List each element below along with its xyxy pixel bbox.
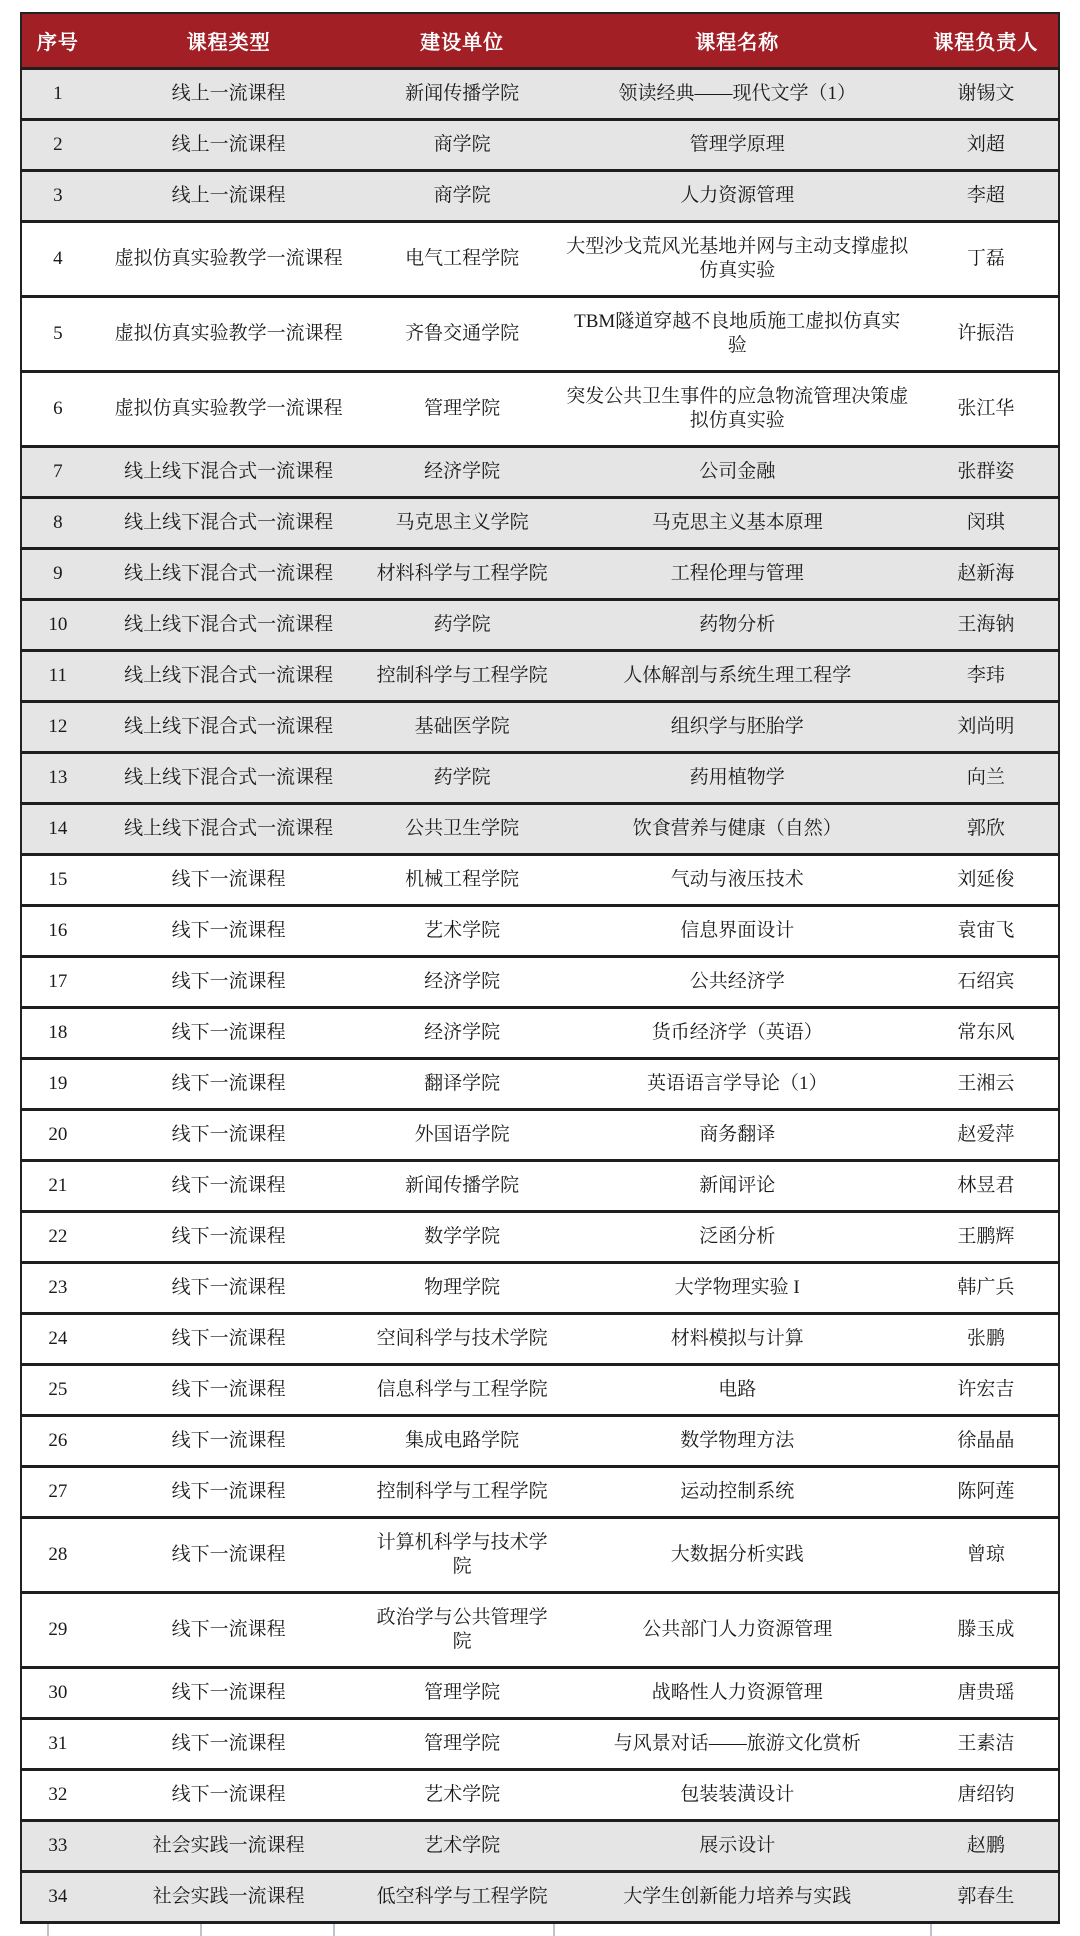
table-row [21,372,1059,447]
partial-row-gridline [200,1924,202,1936]
cell-type: 线上一流课程 [171,83,286,104]
cell-index: 19 [48,1073,68,1094]
cell-name: 饮食营养与健康（自然） [632,818,842,839]
cell-type: 社会实践一流课程 [152,1886,305,1907]
table-row [21,1668,1059,1719]
cell-unit: 管理学院 [424,1733,501,1754]
cell-unit: 空间科学与技术学院 [376,1328,548,1349]
table-row [21,600,1059,651]
cell-type: 线下一流课程 [171,1682,286,1703]
cell-index: 25 [48,1379,68,1400]
cell-type: 线下一流课程 [171,1379,286,1400]
cell-name: 商务翻译 [699,1124,776,1145]
cell-type: 线上线下混合式一流课程 [124,767,334,788]
cell-type: 线下一流课程 [171,869,286,890]
partial-row-gridline [47,1924,49,1936]
cell-name: 人力资源管理 [680,185,795,206]
cell-index: 31 [48,1733,68,1754]
cell-index: 29 [48,1619,68,1640]
cell-type: 线下一流课程 [171,1328,286,1349]
cell-name: 药物分析 [699,614,776,635]
cell-type: 线下一流课程 [171,971,286,992]
table-row [21,120,1059,171]
partial-row-gridline [333,1924,335,1936]
table-row [21,1719,1059,1770]
cell-unit: 商学院 [433,185,491,206]
cell-name: TBM隧道穿越不良地质施工虚拟仿真实验 [574,311,901,356]
table-row [21,702,1059,753]
cell-type: 线下一流课程 [171,1175,286,1196]
cell-leader: 常东风 [957,1022,1015,1043]
cell-index: 23 [48,1277,68,1298]
cell-name: 与风景对话——旅游文化赏析 [613,1733,861,1754]
cell-unit: 电气工程学院 [405,248,520,269]
cell-unit: 艺术学院 [424,1835,501,1856]
cell-unit: 经济学院 [424,971,501,992]
cell-index: 20 [48,1124,68,1145]
cell-index: 8 [53,512,63,533]
cell-index: 13 [48,767,68,788]
cell-index: 7 [53,461,63,482]
cell-index: 33 [48,1835,68,1856]
cell-name: 公共部门人力资源管理 [642,1619,833,1640]
cell-unit: 物理学院 [424,1277,501,1298]
cell-type: 线上线下混合式一流课程 [124,512,334,533]
cell-unit: 公共卫生学院 [405,818,520,839]
cell-index: 3 [53,185,63,206]
cell-index: 4 [53,248,63,269]
next-table-partial-row [0,1924,1080,1936]
cell-name: 马克思主义基本原理 [651,512,823,533]
cell-leader: 王湘云 [957,1073,1015,1094]
cell-unit: 控制科学与工程学院 [376,665,548,686]
partial-row-gridline [930,1924,932,1936]
table-row [21,1593,1059,1668]
cell-unit: 马克思主义学院 [395,512,529,533]
cell-unit: 药学院 [433,767,491,788]
table-row [21,1518,1059,1593]
cell-leader: 许宏吉 [957,1379,1015,1400]
course-table [20,12,1060,1924]
cell-name: 突发公共卫生事件的应急物流管理决策虚拟仿真实验 [566,386,909,431]
cell-leader: 刘延俊 [957,869,1015,890]
cell-leader: 丁磊 [966,248,1005,269]
cell-leader: 郭春生 [957,1886,1015,1907]
header-col-index: 序号 [36,32,79,54]
table-row [21,1821,1059,1872]
cell-leader: 赵爱萍 [957,1124,1015,1145]
cell-index: 27 [48,1481,68,1502]
table-row [21,549,1059,600]
cell-type: 线下一流课程 [171,1277,286,1298]
cell-leader: 谢锡文 [957,83,1015,104]
cell-leader: 闵琪 [966,512,1005,533]
cell-name: 人体解剖与系统生理工程学 [623,665,852,686]
cell-name: 公司金融 [699,461,776,482]
cell-unit: 管理学院 [424,1682,501,1703]
cell-leader: 王海钠 [957,614,1015,635]
cell-name: 大学生创新能力培养与实践 [623,1886,852,1907]
cell-unit: 材料科学与工程学院 [376,563,548,584]
cell-type: 虚拟仿真实验教学一流课程 [114,323,343,344]
cell-name: 战略性人力资源管理 [651,1682,823,1703]
cell-leader: 张群姿 [957,461,1015,482]
cell-name: 数学物理方法 [680,1430,795,1451]
cell-type: 虚拟仿真实验教学一流课程 [114,398,343,419]
cell-unit: 经济学院 [424,461,501,482]
table-header [21,13,1059,69]
cell-type: 线上线下混合式一流课程 [124,716,334,737]
cell-name: 公共经济学 [689,971,785,992]
cell-index: 15 [48,869,68,890]
cell-index: 30 [48,1682,68,1703]
cell-leader: 李玮 [966,665,1005,686]
cell-leader: 郭欣 [966,818,1005,839]
cell-unit: 药学院 [433,614,491,635]
cell-unit: 控制科学与工程学院 [376,1481,548,1502]
cell-name: 大学物理实验 I [674,1277,800,1298]
cell-type: 线下一流课程 [171,920,286,941]
cell-leader: 许振浩 [957,323,1015,344]
table-row [21,1770,1059,1821]
table-row [21,753,1059,804]
table-row [21,1365,1059,1416]
cell-index: 17 [48,971,68,992]
cell-unit: 信息科学与工程学院 [376,1379,548,1400]
cell-index: 12 [48,716,68,737]
table-row [21,651,1059,702]
cell-index: 26 [48,1430,68,1451]
table-row [21,1872,1059,1923]
cell-leader: 张鹏 [966,1328,1005,1349]
table-row [21,1110,1059,1161]
cell-type: 线上线下混合式一流课程 [124,818,334,839]
cell-type: 线上线下混合式一流课程 [124,563,334,584]
cell-name: 材料模拟与计算 [670,1328,804,1349]
cell-leader: 曾琼 [966,1544,1005,1565]
cell-type: 线下一流课程 [171,1733,286,1754]
cell-unit: 新闻传播学院 [405,83,520,104]
cell-unit: 计算机科学与技术学院 [376,1532,548,1577]
cell-name: 英语语言学导论（1） [646,1073,828,1094]
table-row [21,1161,1059,1212]
cell-type: 线上线下混合式一流课程 [124,665,334,686]
cell-unit: 外国语学院 [414,1124,510,1145]
cell-name: 气动与液压技术 [670,869,804,890]
cell-type: 线下一流课程 [171,1226,286,1247]
cell-index: 18 [48,1022,68,1043]
cell-name: 组织学与胚胎学 [670,716,804,737]
cell-name: 工程伦理与管理 [670,563,804,584]
partial-row-gridline [553,1924,555,1936]
cell-leader: 赵新海 [957,563,1015,584]
cell-index: 9 [53,563,63,584]
course-table-body [21,69,1059,1923]
cell-name: 包装装潢设计 [680,1784,795,1805]
cell-unit: 艺术学院 [424,920,501,941]
cell-name: 大数据分析实践 [670,1544,804,1565]
cell-type: 线上线下混合式一流课程 [124,461,334,482]
cell-unit: 数学学院 [424,1226,501,1247]
cell-name: 大型沙戈荒风光基地并网与主动支撑虚拟仿真实验 [566,236,909,281]
cell-unit: 政治学与公共管理学院 [376,1607,548,1652]
table-row [21,804,1059,855]
header-col-name: 课程名称 [695,32,780,54]
cell-index: 10 [48,614,68,635]
cell-unit: 艺术学院 [424,1784,501,1805]
cell-leader: 王素洁 [957,1733,1015,1754]
cell-name: 运动控制系统 [680,1481,795,1502]
cell-name: 信息界面设计 [680,920,795,941]
cell-index: 24 [48,1328,68,1349]
header-col-leader: 课程负责人 [933,32,1039,54]
cell-leader: 唐贵瑶 [957,1682,1015,1703]
cell-index: 22 [48,1226,68,1247]
cell-type: 线下一流课程 [171,1073,286,1094]
cell-name: 泛函分析 [699,1226,776,1247]
cell-leader: 袁宙飞 [957,920,1015,941]
cell-leader: 陈阿莲 [957,1481,1015,1502]
cell-leader: 张江华 [957,398,1015,419]
cell-leader: 石绍宾 [957,971,1015,992]
table-row [21,498,1059,549]
cell-type: 社会实践一流课程 [152,1835,305,1856]
cell-type: 线下一流课程 [171,1022,286,1043]
cell-index: 6 [53,398,63,419]
table-row [21,1416,1059,1467]
cell-name: 管理学原理 [689,134,785,155]
cell-leader: 滕玉成 [957,1619,1015,1640]
cell-leader: 赵鹏 [966,1835,1005,1856]
table-row [21,1059,1059,1110]
cell-type: 虚拟仿真实验教学一流课程 [114,248,343,269]
table-row [21,1263,1059,1314]
table-row [21,1314,1059,1365]
cell-index: 14 [48,818,68,839]
cell-type: 线上线下混合式一流课程 [124,614,334,635]
cell-leader: 韩广兵 [957,1277,1015,1298]
cell-unit: 齐鲁交通学院 [405,323,520,344]
cell-leader: 李超 [966,185,1005,206]
table-row [21,1008,1059,1059]
cell-type: 线下一流课程 [171,1619,286,1640]
table-row [21,447,1059,498]
cell-unit: 集成电路学院 [405,1430,520,1451]
cell-unit: 低空科学与工程学院 [376,1886,548,1907]
table-row [21,1212,1059,1263]
table-row [21,906,1059,957]
cell-leader: 刘超 [966,134,1005,155]
cell-unit: 商学院 [433,134,491,155]
cell-type: 线上一流课程 [171,185,286,206]
cell-unit: 翻译学院 [424,1073,501,1094]
cell-unit: 管理学院 [424,398,501,419]
cell-index: 5 [53,323,63,344]
cell-name: 新闻评论 [699,1175,776,1196]
cell-leader: 唐绍钧 [957,1784,1015,1805]
cell-name: 药用植物学 [689,767,785,788]
cell-unit: 新闻传播学院 [405,1175,520,1196]
cell-index: 32 [48,1784,68,1805]
cell-type: 线下一流课程 [171,1124,286,1145]
cell-leader: 徐晶晶 [957,1430,1015,1451]
table-row [21,855,1059,906]
cell-index: 11 [48,665,67,686]
header-col-unit: 建设单位 [420,32,505,54]
cell-type: 线下一流课程 [171,1481,286,1502]
cell-index: 34 [48,1886,68,1907]
cell-type: 线下一流课程 [171,1784,286,1805]
cell-unit: 经济学院 [424,1022,501,1043]
cell-index: 1 [53,83,63,104]
cell-leader: 刘尚明 [957,716,1015,737]
cell-type: 线下一流课程 [171,1544,286,1565]
cell-name: 领读经典——现代文学（1） [618,83,856,104]
cell-unit: 机械工程学院 [405,869,520,890]
cell-index: 28 [48,1544,68,1565]
table-row [21,957,1059,1008]
cell-index: 16 [48,920,68,941]
cell-name: 展示设计 [699,1835,776,1856]
cell-index: 2 [53,134,63,155]
cell-type: 线上一流课程 [171,134,286,155]
cell-index: 21 [48,1175,68,1196]
cell-type: 线下一流课程 [171,1430,286,1451]
cell-name: 货币经济学（英语） [651,1022,823,1043]
cell-leader: 向兰 [966,767,1005,788]
table-row [21,222,1059,297]
header-row [21,13,1059,69]
table-row [21,171,1059,222]
table-row [21,69,1059,120]
cell-unit: 基础医学院 [414,716,510,737]
header-col-type: 课程类型 [186,32,271,54]
cell-leader: 王鹏辉 [957,1226,1015,1247]
cell-name: 电路 [718,1379,757,1400]
table-row [21,297,1059,372]
table-row [21,1467,1059,1518]
cell-leader: 林昱君 [957,1175,1015,1196]
